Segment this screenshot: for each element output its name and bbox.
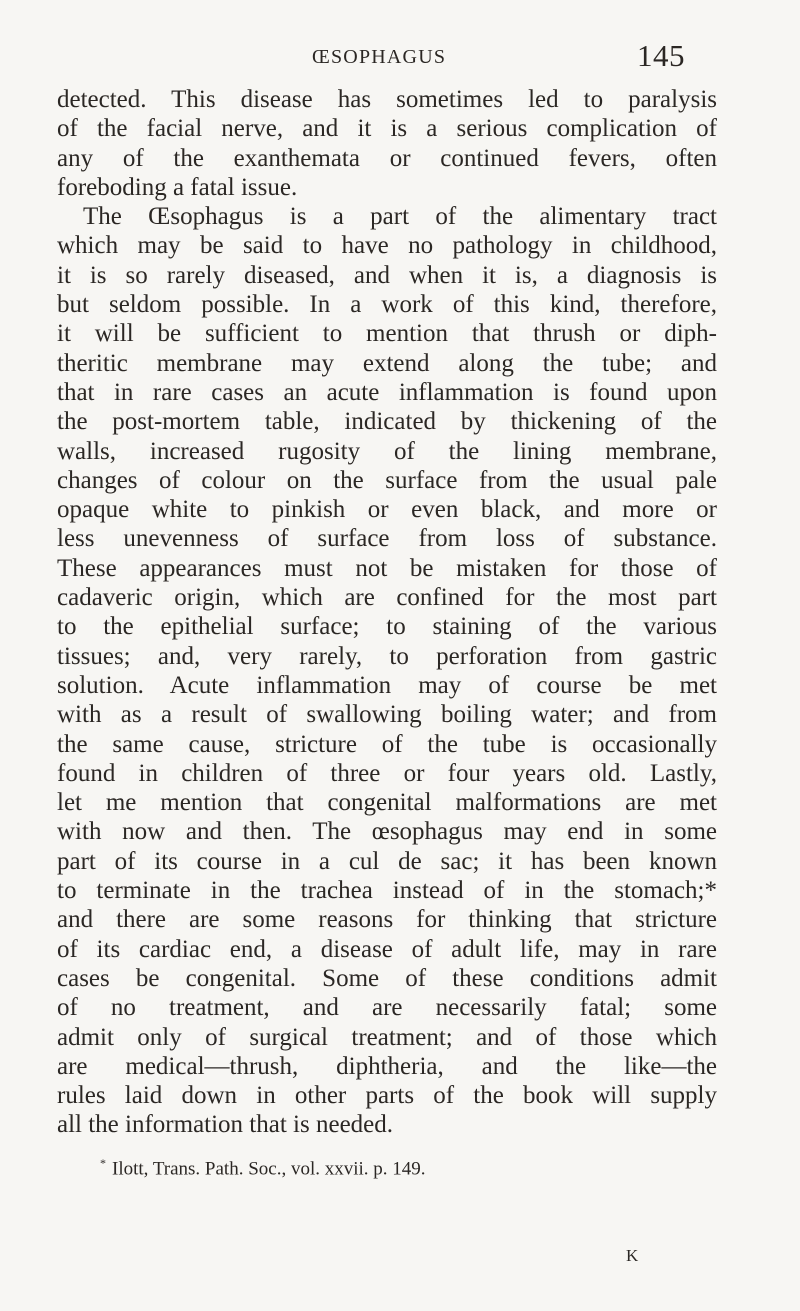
text-line: it will be sufficient to mention that thrush or diph- <box>57 320 717 348</box>
footnote-text: Ilott, Trans. Path. Soc., vol. xxvii. p. 149. <box>112 1158 426 1180</box>
footnote-marker: * <box>100 1156 106 1170</box>
text-line: with as a result of swallowing boiling water; and from <box>57 701 717 729</box>
text-line: admit only of surgical treatment; and of those which <box>57 1023 717 1051</box>
text-line: rules laid down in other parts of the book will supply <box>57 1082 717 1110</box>
paragraph-start-line: The Œsophagus is a part of the alimentary tract <box>83 203 717 231</box>
text-line: cases be congenital. Some of these conditions admit <box>57 964 717 992</box>
text-line: let me mention that congenital malformations are met <box>57 789 717 817</box>
text-line: theritic membrane may extend along the tube; and <box>57 349 717 377</box>
text-line: tissues; and, very rarely, to perforation from gastric <box>57 642 717 670</box>
text-line: changes of colour on the surface from the usual pale <box>57 466 717 494</box>
text-line: of no treatment, and are necessarily fatal; some <box>57 994 717 1022</box>
text-line: of its cardiac end, a disease of adult life, may in rare <box>57 935 717 963</box>
text-line: with now and then. The œsophagus may end in some <box>57 818 717 846</box>
footnote <box>100 1156 426 1180</box>
text-line: of the facial nerve, and it is a serious complication of <box>57 115 717 143</box>
text-line: but seldom possible. In a work of this kind, therefore, <box>57 291 717 319</box>
text-line: any of the exanthemata or continued fevers, often <box>57 144 717 172</box>
text-line: These appearances must not be mistaken for those of <box>57 554 717 582</box>
text-line: solution. Acute inflammation may of course be met <box>57 671 717 699</box>
text-line: detected. This disease has sometimes led to paralysis <box>57 86 717 113</box>
text-line: and there are some reasons for thinking that stricture <box>57 906 717 934</box>
text-line: less unevenness of surface from loss of substance. <box>57 525 717 553</box>
text-line: are medical—thrush, diphtheria, and the like—the <box>57 1052 717 1080</box>
signature-mark: K <box>626 1246 639 1265</box>
text-line: cadaveric origin, which are confined for the most part <box>57 584 717 612</box>
text-line: it is so rarely diseased, and when it is, a diagnosis is <box>57 261 717 289</box>
text-line: that in rare cases an acute inflammation is found upon <box>57 378 717 406</box>
text-line: which may be said to have no pathology in childhood, <box>57 232 717 260</box>
text-line: to the epithelial surface; to staining of the various <box>57 613 717 641</box>
text-line: part of its course in a cul de sac; it has been known <box>57 847 717 875</box>
text-line: the post-mortem table, indicated by thickening of the <box>57 408 717 436</box>
page-number: 145 <box>637 38 685 73</box>
text-line: opaque white to pinkish or even black, and more or <box>57 496 717 524</box>
text-line: foreboding a fatal issue. <box>57 173 298 201</box>
text-line: the same cause, stricture of the tube is occasionally <box>57 730 717 758</box>
text-line: to terminate in the trachea instead of in the stomach;* <box>57 877 717 905</box>
text-line: found in children of three or four years old. Lastly, <box>57 759 717 787</box>
body-text <box>57 85 717 1140</box>
text-line: walls, increased rugosity of the lining membrane, <box>57 437 717 465</box>
text-line: all the information that is needed. <box>57 1111 394 1139</box>
running-head-title: ŒSOPHAGUS <box>312 46 447 68</box>
running-head <box>0 38 800 78</box>
